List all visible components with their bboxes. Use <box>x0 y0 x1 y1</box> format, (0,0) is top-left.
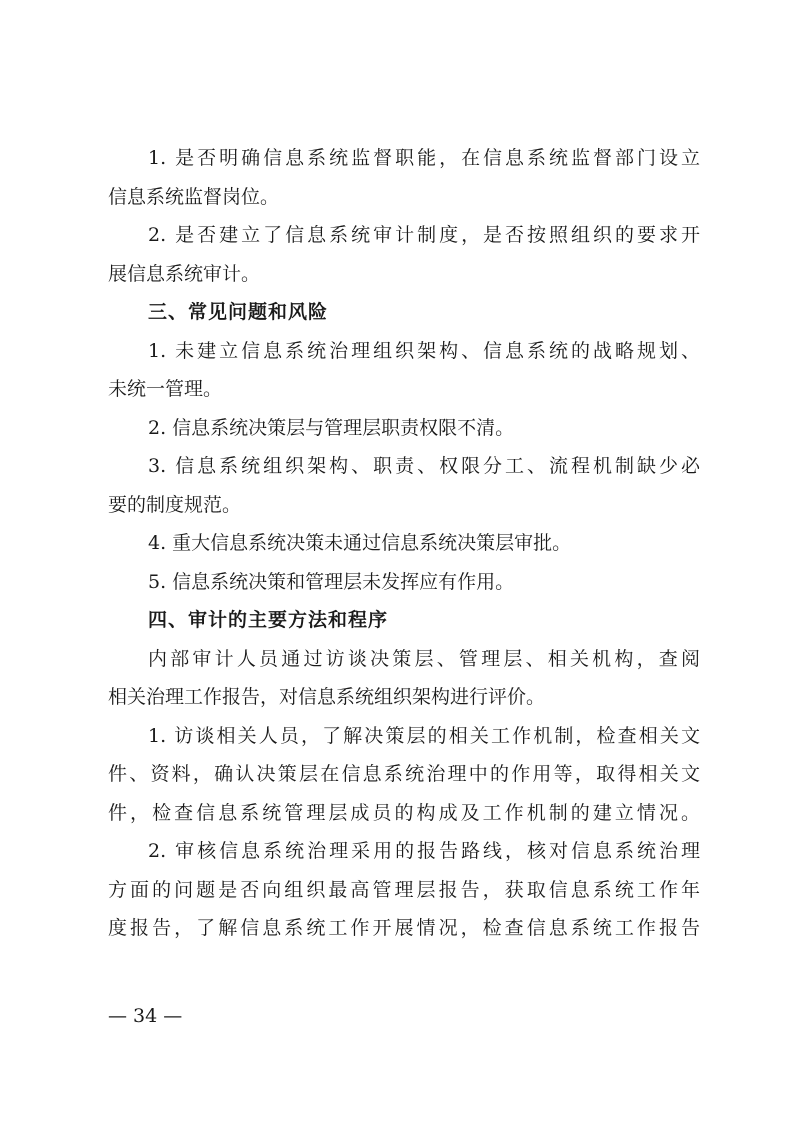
section-heading: 三、常见问题和风险 <box>148 301 329 323</box>
text-line: 度报告，了解信息系统工作开展情况，检查信息系统工作报告 <box>108 917 700 939</box>
text-line: 1. 访谈相关人员，了解决策层的相关工作机制，检查相关文 <box>148 724 700 747</box>
text-line: 件、资料，确认决策层在信息系统治理中的作用等，取得相关文 <box>108 763 700 785</box>
text-line: 5. 信息系统决策和管理层未发挥应有作用。 <box>148 570 515 593</box>
text-line: 信息系统监督岗位。 <box>108 185 280 208</box>
text-line: 4. 重大信息系统决策未通过信息系统决策层审批。 <box>148 532 572 554</box>
text-line: 内部审计人员通过访谈决策层、管理层、相关机构，查阅 <box>148 647 700 670</box>
text-line: 未统一管理。 <box>108 378 223 400</box>
document-body <box>108 139 700 948</box>
text-line: 方面的问题是否向组织最高管理层报告，获取信息系统工作年 <box>108 878 700 901</box>
text-line: 相关治理工作报告，对信息系统组织架构进行评价。 <box>108 686 546 708</box>
text-line: 要的制度规范。 <box>108 493 242 516</box>
text-line: 1. 是否明确信息系统监督职能，在信息系统监督部门设立 <box>148 147 700 169</box>
text-line: 3. 信息系统组织架构、职责、权限分工、流程机制缺少必 <box>148 455 700 477</box>
text-line: 2. 信息系统决策层与管理层职责权限不清。 <box>148 416 515 439</box>
text-line: 1. 未建立信息系统治理组织架构、信息系统的战略规划、 <box>148 339 700 362</box>
page-number: — 34 — <box>108 1005 183 1027</box>
text-line: 展信息系统审计。 <box>108 262 261 285</box>
text-line: 2. 是否建立了信息系统审计制度，是否按照组织的要求开 <box>148 224 700 246</box>
section-heading: 四、审计的主要方法和程序 <box>148 609 389 631</box>
text-line: 2. 审核信息系统治理采用的报告路线，核对信息系统治理 <box>148 840 700 862</box>
text-line: 件，检查信息系统管理层成员的构成及工作机制的建立情况。 <box>108 801 700 824</box>
